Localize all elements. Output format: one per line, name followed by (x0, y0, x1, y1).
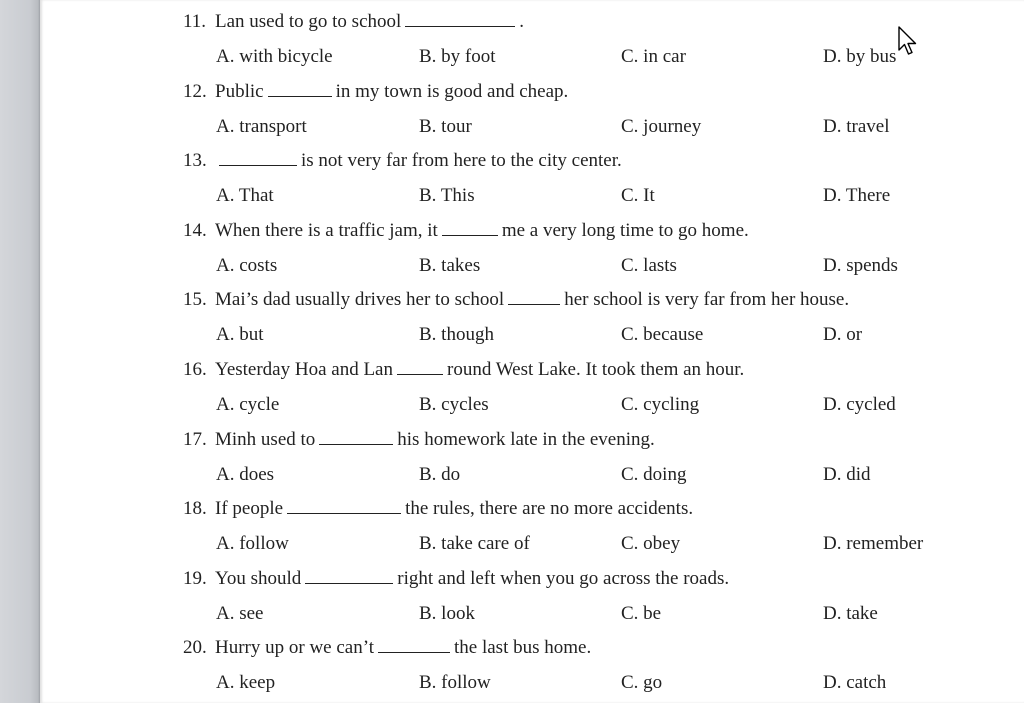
option-c: C. in car (621, 46, 686, 67)
option-b: B. look (419, 602, 475, 624)
answer-blank (508, 290, 560, 305)
question-text-after: in my town is good and cheap. (335, 80, 569, 102)
question-text-before: Public (215, 80, 264, 102)
option-a: A. keep (216, 672, 276, 694)
question-number: 20. (183, 637, 207, 659)
option-a: A. cycle (216, 393, 280, 415)
option-d: D. catch (823, 672, 887, 694)
question-list (183, 0, 1003, 696)
question-number: 16. (183, 358, 207, 380)
question-text (183, 357, 744, 383)
question-item (183, 557, 1003, 627)
option-b: B. by foot (419, 46, 496, 67)
answer-blank (397, 360, 443, 375)
mouse-cursor-icon (897, 26, 919, 58)
question-text-after: the last bus home. (454, 637, 592, 659)
option-d: D. by bus (823, 46, 897, 67)
option-d: D. remember (823, 533, 924, 555)
question-text-before: Mai’s dad usually drives her to school (215, 289, 505, 311)
question-item (183, 70, 1003, 140)
question-text-before: You should (215, 567, 302, 589)
option-a: A. does (216, 463, 275, 485)
answer-blank (268, 82, 332, 97)
question-text-before: If people (215, 498, 284, 520)
option-c: C. journey (621, 115, 702, 137)
question-text-after: . (519, 11, 525, 32)
answer-blank (305, 569, 393, 584)
option-a: A. follow (216, 533, 289, 555)
question-text-before: Minh used to (215, 428, 316, 450)
question-text (183, 148, 622, 174)
option-a: A. costs (216, 254, 278, 276)
option-d: D. did (823, 463, 871, 485)
question-item (183, 418, 1003, 488)
option-a: A. see (216, 602, 264, 624)
question-text-after: her school is very far from her house. (564, 289, 850, 311)
answer-blank (442, 221, 498, 236)
option-a: A. transport (216, 115, 307, 137)
option-b: B. This (419, 185, 475, 207)
option-a: A. That (216, 185, 274, 207)
option-c: C. It (621, 185, 655, 207)
question-text (183, 218, 749, 244)
question-text (183, 566, 729, 592)
option-d: D. or (823, 324, 863, 346)
question-number: 12. (183, 80, 207, 102)
option-c: C. lasts (621, 254, 677, 276)
question-number: 14. (183, 219, 207, 241)
option-d: D. take (823, 602, 878, 624)
option-b: B. takes (419, 254, 481, 276)
question-number: 18. (183, 498, 207, 520)
option-c: C. be (621, 602, 662, 624)
option-a: A. but (216, 324, 264, 346)
question-item (183, 0, 1003, 70)
question-text (183, 287, 849, 313)
answer-blank (287, 499, 401, 514)
question-text (183, 496, 693, 522)
question-text (183, 635, 591, 661)
option-c: C. because (621, 324, 704, 346)
option-b: B. take care of (419, 533, 530, 555)
option-c: C. cycling (621, 393, 700, 415)
question-number: 17. (183, 428, 207, 450)
question-text-after: round West Lake. It took them an hour. (447, 358, 745, 380)
question-text-before: Yesterday Hoa and Lan (215, 358, 393, 380)
option-b: B. though (419, 324, 494, 346)
question-text (183, 9, 524, 35)
question-text-before: Hurry up or we can’t (215, 637, 374, 659)
question-text (183, 427, 655, 453)
option-d: D. spends (823, 254, 898, 276)
question-text (183, 79, 568, 105)
option-d: D. travel (823, 115, 890, 137)
answer-blank (319, 430, 393, 445)
option-b: B. tour (419, 115, 472, 137)
answer-blank (405, 12, 515, 27)
question-item (183, 209, 1003, 279)
document-page[interactable] (40, 0, 1024, 703)
question-item (183, 139, 1003, 209)
option-d: D. There (823, 185, 891, 207)
question-item (183, 278, 1003, 348)
question-number: 11. (183, 11, 207, 32)
option-a: A. with bicycle (216, 46, 333, 67)
question-text-after: his homework late in the evening. (397, 428, 655, 450)
question-text-after: is not very far from here to the city center. (301, 150, 622, 172)
option-b: B. follow (419, 672, 491, 694)
question-text-after: right and left when you go across the roads. (397, 567, 730, 589)
question-item (183, 348, 1003, 418)
question-number: 13. (183, 150, 207, 172)
option-b: B. do (419, 463, 461, 485)
option-b: B. cycles (419, 393, 489, 415)
question-text-after: me a very long time to go home. (501, 219, 749, 241)
question-text-before: When there is a traffic jam, it (215, 219, 438, 241)
answer-blank (219, 151, 297, 166)
question-item (183, 626, 1003, 696)
question-number: 19. (183, 567, 207, 589)
question-text-after: the rules, there are no more accidents. (405, 498, 694, 520)
option-d: D. cycled (823, 393, 896, 415)
left-gutter (0, 0, 40, 703)
option-c: C. go (621, 672, 663, 694)
question-number: 15. (183, 289, 207, 311)
answer-blank (378, 638, 450, 653)
question-text-before: Lan used to go to school (215, 11, 402, 32)
question-item (183, 487, 1003, 557)
option-c: C. doing (621, 463, 687, 485)
option-c: C. obey (621, 533, 681, 555)
